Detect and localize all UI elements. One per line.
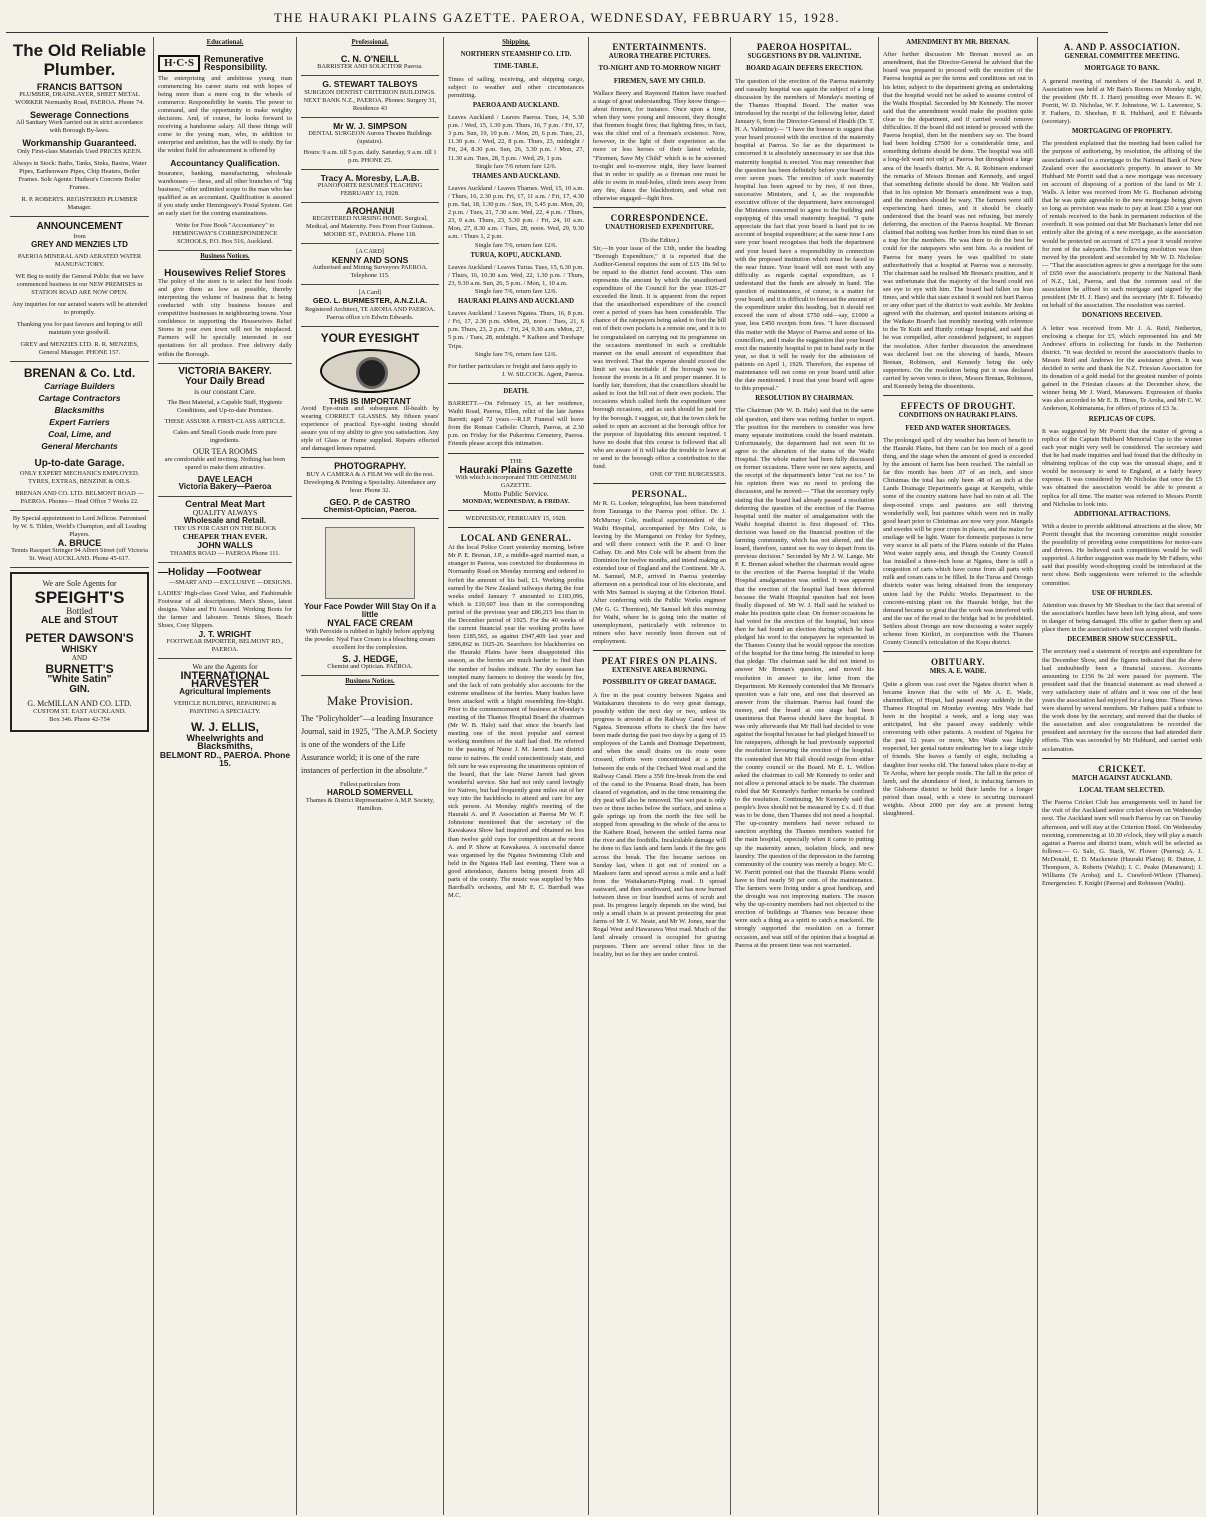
bruce-name: A. BRUCE: [57, 537, 102, 548]
wright-address: FOOTWEAR IMPORTER, BELMONT RD., PAEROA.: [166, 638, 284, 654]
international-harvester: INTERNATIONAL HARVESTER: [180, 669, 270, 690]
important-heading: THIS IS IMPORTANT: [328, 395, 411, 406]
silcock-agent: J. W. SILCOCK. Agent, Paeroa.: [501, 370, 584, 378]
divider: [593, 483, 726, 484]
obituary-heading: OBITUARY.: [930, 657, 986, 668]
route-heading: HAURAKI PLAINS AND AUCKLAND: [457, 298, 575, 305]
columns: [6, 37, 1202, 1515]
plumber-manager: R. P. ROBERTS. REGISTERED PLUMBER Manager.: [21, 195, 138, 211]
times-note: Times of sailing, receiving, and shipping cargo, subject to weather and other circumstances permitting.: [448, 75, 584, 99]
wright-ad: [158, 563, 292, 660]
divider: [883, 651, 1033, 652]
company-name: NORTHERN STEAMSHIP CO. LTD.: [460, 51, 572, 59]
december-text: The secretary read a statement of receipts and expenditure for the December Show, and the figures indicated that the show had undoubtedly been a financial success. Accounts amounting to £156 9s 2d were passed for payment. The president said that the financial statement as read showed a very satisfactory state of affairs and it was one of the best years the association had enjoyed for a long time. These views were shared by several members. Mr Fathers paid a tribute to the work done by the secretary, and moved that the thanks of the association and also congratulations be recorded the president and secretary for the success that had attended their efforts. This was seconded by Mr Hubbard, and carried with acclamation.: [1042, 648, 1202, 753]
simpson-ad: [301, 118, 439, 170]
hcs-logo: H·C·S: [158, 55, 200, 71]
brenan-name: BRENAN & Co. Ltd.: [23, 365, 136, 380]
card-label: [A Card]: [358, 289, 382, 297]
fare-text: Single fare 7/6, return fare 12/6.: [474, 350, 558, 358]
nyal-ad: [301, 519, 439, 676]
business-heading: Business Notices.: [345, 677, 395, 685]
column-3: [297, 37, 444, 1515]
divider: [448, 383, 584, 384]
amendment-text: After further discussion Mr Brenan moved as an amendment, that the Director-General be advised that the board was prepared to proceed with the erection of the Paeroa hospital as per the terms and conditions set out in his letter, subject to the department giving an undertaking that the hospital would not be asked to assume control of the Waihi Hospital. Seconded by Mr Kennedy. The mover said that the amendment would make the position quite clear to the department, and if carried would remove difficulties. If the board did not intend to proceed with the Paeroa hospital, then let the members say so. The board had been holding £7500 for a considerable time, and something definite should be done. The hospital was still a long-felt want not only at Paeroa but throughout a large area of the board's district. Mr A. R. Robinson endorsed the remarks of Messrs Brenan and Kennedy, and urged that something definite should be done. Mr Walton said that in his opinion Mr Brenan's amendment was a trap, and the members should be wary. The farmers were still experiencing hard times, and it should be clearly understood that the board was not refusing, but merely deferring, the erection of the Paeroa hospital. Mr Brenan claimed that nothing was further from his mind than to set a trap for the members. He was there to do the best he could for the ratepayers who sent him. As a resident of Paeroa for many years he was qualified to state authoritatively that a hospital at Paeroa was a necessity. The chairman said he realised Mr Brenan's position, and it was unfortunate that the majority of the board could not see eye to eye with him. The board had fallen on lean times, and while that state existed it would not hurt Paeroa or any other part of the district to wait awhile. Mr Jenkins agreed with the chairman, and quoted instances arising at the Waikato Board's last monthly meeting with reference to the Te Kuiti and Huntly cottage hospital, and said that he was compelled, after considered judgment, to support the resolution. After further discussion the amendment was declared lost on the showing of hands, Messrs Brenan, Robinson, and Kennedy being the only supporters. On the resolution being put it was declared carried by seven votes to three, Messrs Brenan, Robinson, and Kennedy being the dissentients.: [883, 51, 1033, 391]
board-heading: BOARD AGAIN DEFERS ERECTION.: [746, 65, 863, 73]
woman-illustration: [325, 527, 415, 599]
plumber-name: FRANCIS BATTSON: [36, 82, 123, 92]
kenny-desc: Authorised and Mining Surveyors PAEROA. Telephone 115.: [312, 264, 428, 280]
remunerative-heading: Remunerative Responsibility.: [203, 54, 268, 73]
hospital-heading: PAEROA HOSPITAL.: [756, 42, 853, 52]
amendment-heading: AMENDMENT BY MR. BRENAN.: [906, 39, 1010, 46]
cakes-text: Cakes and Small Goods made from pure ingredients.: [173, 429, 277, 445]
plumber-ad: [10, 37, 149, 217]
column-4: [444, 37, 589, 1515]
wright-name: J. T. WRIGHT: [198, 629, 252, 640]
fare-text: Single fare 7/6, return fare 12/6.: [474, 288, 558, 295]
shipping-heading: Shipping.: [502, 39, 530, 46]
route-times: Leaves Auckland / Leaves Turua. Tues, 15, 6.30 p.m. / Thurs, 16, 10.30 a.m. Wed, 22, 1.30 p.m. / Thurs, 23, 9.30 a.m. Sun, 26, 5 p.m. / Mon, 1, 10 a.m.: [448, 263, 584, 287]
box-phone: Box 346. Phone 42-754: [49, 716, 110, 724]
hedge-desc: Chemist and Optician. PAEROA.: [327, 662, 413, 670]
local-general-heading: LOCAL AND GENERAL.: [460, 532, 572, 543]
simpson-desc: DENTAL SURGEON Aurora Theatre Buildings (upstairs).: [308, 129, 432, 145]
accountancy-heading: Accountancy Qualification.: [170, 157, 280, 168]
best-material: The Best Material, a Capable Staff, Hygienic Conditions, and Up-to-date Premises.: [167, 399, 283, 415]
donations-text: A letter was received from Mr J. A. Reid, Netherton, enclosing a cheque for £5, which represented his and Mr Andrews' efforts in collecting for funds in the Netherton district. "It was decided to record the association's thanks to Messrs Reid and Andrews for the assistance given. It was decided to write and thank the N.Z. Friesian Association for its donation of a gold medal for the greatest number of points gained in the Friesian classes at the December show, the winner being Mr J. Ward, Manawaru. Expression of thanks was also accorded to Mr E. B. Hines, Te Aroha, and Mr C. W. Anderson, Kohimarama, for offers of prizes of £3 3s.: [1042, 324, 1202, 413]
sewerage-desc: All Sanitary Work carried out in strict accordance with Borough By-laws.: [16, 119, 143, 135]
garage-address: BRENAN AND CO. LTD. BELMONT ROAD — PAEROA. Phones— Head Office 7 Works 22.: [15, 489, 144, 505]
publication-days: MONDAY, WEDNESDAY, & FRIDAY.: [462, 497, 570, 505]
quality-always: QUALITY ALWAYS: [192, 507, 258, 517]
route-heading: TURUA, KOPU, AUCKLAND.: [470, 251, 562, 259]
nyal-desc: With Peroxide is rubbed in lightly before applying the powder. Nyal Face Cream is a bleaching cream excellent for the complexion.: [304, 627, 436, 651]
architect-desc: Registered Architect, TE AROHA AND PAEROA. Paeroa office c/o Edwin Edwards.: [304, 305, 436, 321]
victoria-ad: [158, 364, 292, 497]
victoria-heading: VICTORIA BAKERY.: [178, 365, 272, 377]
bruce-desc: Tennis Racquet Stringer 94 Albert Street (off Victoria St. West) AUCKLAND. Phone 45-617.: [11, 547, 148, 563]
white-satin-label: "White Satin": [47, 673, 112, 685]
divider: [593, 207, 726, 208]
meat-mart-ad: [158, 497, 292, 563]
from-label: from: [73, 232, 86, 240]
victoria-bakery-name: Victoria Bakery—Paeroa: [178, 482, 272, 492]
column-6: [731, 37, 879, 1515]
grey-menzies-ad: [10, 217, 149, 362]
talboys-desc: SURGEON DENTIST CRITERION BUILDINGS. NEXT BANK N.Z., PAEROA. Phones: Surgery 31, Residence 43: [303, 88, 437, 112]
further-particulars: For further particulars re freight and fares apply to: [448, 362, 577, 370]
resolution-text: The Chairman (Mr W. B. Hale) said that in the same old question, and there was nothing further to report. The position for the members to consider was how many separate institutions could the board maintain. Unfortunately, the department had not seen fit to agree to the alteration of the status of the Waihi Hospital. The whole matter had been fully discussed on former occasions. There were no new aspects, and the receipt of the department's letter "cut no ice." In his opinion there was no need to prolong the discussion, and he moved:— "That the secretary reply stating that the board had already passed a resolution deferring the question of the erection of the Paeroa hospital until the matter of amalgamation with the Waihi hospital district is first disposed of. This decision was based on the financial position of the farming community, which has not altered, and the board, therefore, cannot see its way to depart from its previous decision." Seconded by Mr J. W. Lange. Mr P. E. Brenan asked whether the chairman would agree to the erection of the Paeroa hospital if the Waihi Hospital amalgamation was settled. It was apparent that the erection of the hospital had been deferred because the Waihi Hospital question had not been finally disposed of. Mr W. J. Hall said he wished to make his position quite clear. On former occasions he had voted for the erection of the hospital, but since then he had found an election during which he had pledged his word to the ratepayers he represented in the Thames County that he would oppose the erection of the hospital for the time being. He intended to keep that pledge. The chairman said he did not intend to answer Mr Brenan's question, and moved his resolution in answer to the letter from the Department. Mr Kennedy contended that Mr Brenan's question was a fair one, and one that deserved an answer from the chairman. Paeroa had found the money, and the board at one stage had been unanimous that Paeroa should have the hospital. It was only afterwards that Mr Hall had decided to vote against the hospital because he had pledged himself to his ratepayers, although he had previously supported the resolution favouring the erection of the hospital. He contended that Mr Hall should resign from either the county council or the Board. Mr E. L. Wellon asked the chairman to call Mr Kennedy to order and not allow a personal attack to be made. The chairman ruled that Mr Kennedy's further remarks be confined to the resolution. Continuing, Mr Kennedy said that people's lives should not be measured by £ s. d. If that was to be done, then Thames did not need a hospital. The up-country members had never refused to sanction anything the Thames members wanted for the main hospital, especially when it came to putting up the maternity annex, isolation block, and new laundry. The question of the depression in the farming community of the country was merely a bogey. Mr C. W. Parritt pointed out that the Hauraki Plains would have to find nearly 50 per cent. of the maintenance. The farmers were living under a great handicap, and the drought was not improving matters. The reason why the up-country members had not objected to the erection of buildings at Thames was because these were such a thing as a spirit to catch a mackerel. He strongly supported the resolution on a former occasion, and was still of the opinion that a hospital at Paeroa at the present time was not warranted.: [735, 407, 874, 949]
eyesight-heading: YOUR EYESIGHT: [320, 330, 420, 345]
correspondence-sign: ONE OF THE BURGESSES.: [649, 471, 726, 479]
workmanship-heading: Workmanship Guaranteed.: [22, 138, 137, 149]
wheelwrights: Wheelwrights and Blacksmiths,: [186, 733, 264, 752]
eyesight-ad: [301, 327, 439, 459]
kenny-ad: [301, 244, 439, 285]
personal-text: Mr R. G. Looker, telegraphist, has been transferred from Tauranga to the Paeroa post office. Dr. J. McMurray Cole, medical superintendent of the Waihi Hospital, accompanied by Mrs Cole, is leaving by the Mamganui on Friday for Sydney, and will there connect with the P. and O liner Cathay. Dr. and Mrs Cole will be absent from the Dominion for twelve months, and intend making an extended tour of England and the Continent. Mr A. M. Samuel, M.P., arrived in Paeroa yesterday afternoon on a periodical tour of his electorate, and with Mrs Samuel is staying at the Criterion Hotel. After conferring with the Public Works engineer (Mr G. G. Thornton), Mr Samuel left this morning for Waihi, where he is going into the matter of unemployment, particularly with reference to miners who have recently been thrown out of employment.: [593, 500, 726, 645]
hemingway-address: HEMINGWAY'S CORRESPONDENCE SCHOOLS, P.O. Box 516, Auckland.: [172, 230, 278, 246]
photography-ad: [301, 458, 439, 519]
hurdles-text: Attention was drawn by Mr Sheehan to the fact that several of the association's hurdles have been left lying about, and were in danger of being damaged. His offer to gather them up and place them in the association's shed was accepted with thanks.: [1042, 601, 1202, 634]
housewives-text: The policy of the store is to select the best foods and give them as low as possible, thereby interpreting the volume of business that is being conducted with city business houses and competitive businesses in neighbouring towns. Your confidence in supporting the Housewives Relief Stores in your own town will not be misplaced. Farmers will be specially interested in our quotations for all produce. Free delivery daily within the Borough.: [158, 277, 292, 358]
thanks-text: Thanking you for past favours and hoping to still maintain your goodwill.: [16, 320, 143, 336]
replicas-text: It was suggested by Mr Porritt that the matter of giving a replica of the Captain Hubbard Memorial Cup to the winner each year might very well be considered. The secretary said that he had made inquiries and had found that the difficulty in obtaining replicas of the cup was the unusual shape, and it would be necessary to send to England, at a fairly heavy expense. It was considered by Mr Nicholas that once the £5 was obtained the association would be able to present a replica for all time. The matter was referred to Messrs Porritt and Nicholas to look into.: [1042, 427, 1202, 508]
housewives-ad: [158, 266, 292, 364]
column-5: [589, 37, 731, 1515]
educational-heading: Educational.: [206, 39, 244, 46]
unauthorised-heading: UNAUTHORISED EXPENDITURE.: [605, 224, 714, 232]
incorporated-text: With which is incorporated THE OHINEMURI GAZETTE.: [455, 473, 577, 489]
oneill-name: C. N. O'NEILL: [340, 54, 400, 65]
route-heading: THAMES AND AUCKLAND.: [472, 172, 560, 180]
arohanui-name: AROHANUI: [345, 206, 395, 217]
hurdles-heading: USE OF HURDLES.: [1091, 589, 1153, 597]
walls-address: THAMES ROAD — PAEROA Phone 111.: [169, 549, 281, 557]
brenan-line: Cartage Contractors: [38, 392, 121, 403]
tea-desc: are comfortable and inviting. Nothing has been spared to make them attractive.: [164, 456, 286, 472]
powder-heading: Your Face Powder Will Stay On if a little: [304, 602, 436, 620]
additional-text: With a desire to provide additional attractions at the show, Mr Porritt thought that the incoming committee might consider the possibility of providing some competitions for motor-cars and drivers. He believed such competitions would be well supported. A further suggestion was made by Mr Fathers, who said that possibly wood-chopping could be introduced at the next show. Both suggestions were referred to the schedule committee.: [1042, 522, 1202, 587]
ap-text: A general meeting of members of the Hauraki A. and P. Association was held at Mr Bain's Rooms on Monday night, the president (Mr H. J. Hare) presiding over Messrs E. W. Porritt, W. D. Nicholas, W. F. Johnstone, W. L. Lawrence, S. F. Fathers, D. Sheehan, P. R. Hubbard, and E Edwards (secretary).: [1042, 77, 1202, 126]
garage-desc: ONLY EXPERT MECHANICS EMPLOYED. TYRES, EXTRAS, BENZINE & OILS.: [19, 469, 140, 485]
feed-heading: FEED AND WATER SHORTAGES.: [905, 424, 1011, 432]
wholesale-retail: Wholesale and Retail.: [183, 516, 267, 526]
agents-for: We are the Agents for: [192, 662, 258, 672]
issue-date: WEDNESDAY, FEBRUARY 15, 1928.: [465, 514, 567, 522]
architect-ad: [301, 285, 439, 326]
make-provision: Make Provision.: [327, 693, 413, 709]
brenan-ad: [10, 362, 149, 511]
stock-list: Always in Stock: Baths, Tanks, Sinks, Basins, Water Pipes, Earthenware Pipes, Chip Heaters, Boiler Frames. Sole Agents: Hudson's Concrete Boiler Frames.: [12, 159, 147, 191]
agricultural-implements: Agricultural Implements: [179, 686, 271, 696]
ap-heading: A. AND P. ASSOCIATION.: [1063, 42, 1181, 52]
mcmillan-ad: [10, 572, 149, 732]
team-heading: LOCAL TEAM SELECTED.: [1079, 787, 1165, 795]
ellis-address: BELMONT RD., PAEROA. Phone 15.: [159, 749, 291, 768]
constant-care: is our constant Care.: [194, 386, 256, 396]
eyesight-text: Avoid Eye-strain and subsequent ill-health by wearing CORRECT GLASSES. My fifteen years' experience of practical Eye-sight testing should assure you of my ability to give you satisfaction. Any style of Glass or Frame supplied. Repairs effected and damaged lenses repaired.: [301, 404, 439, 453]
somervell-name: HAROLD SOMERVELL: [326, 788, 414, 798]
first-class: THESE ASSURE A FIRST-CLASS ARTICLE.: [164, 418, 286, 426]
motto-text: Motto Public Service.: [483, 488, 549, 498]
moresby-ad: [301, 170, 439, 203]
brenan-line: Carriage Builders: [44, 380, 115, 391]
somervell-desc: Thames & District Representative A.M.P. Society, Hamilton.: [305, 797, 435, 813]
amp-ad: [301, 690, 439, 817]
plumber-title: The Old Reliable Plumber.: [12, 41, 147, 79]
hcs-row: [158, 55, 292, 71]
smart-designs: —SMART AND —EXCLUSIVE —DESIGNS.: [168, 578, 292, 586]
nyal-name: NYAL FACE CREAM: [327, 618, 413, 629]
peat-fires-text: A fire in the peat country between Ngatea and Waitakaruru threatens to do very great damage, possibly within the next day or two, unless its progress is arrested at the Railway Canal west of Ngatea. Strenuous efforts to check the fire have been made during the past two days by a gang of 15 employees of the Lands and Drainage Department, and when the small drains on its route were crossed, efforts were concentrated at a point between the ends of the Orchard West road and the Railway Canal. Here a 35ft fire-break from the end of the canal to the Pouarua Road drain, has been cleared of vegetation, and in the time remaining the dry peat will also be removed. The wet peat is only two or three inches below the surface, and unless a gale springs up from the north the fire will be stopped from spreading to the whole of the area to the Kaihere Road, between the settled farms near the river and the foothills. Incalculable damage will be done to flax lands and farm lands if the fire gets across the break. The fire became serious on Sunday last, when it got out of control on a Maukoro farm and spread across a mile and a half from the Waitakaruru-Piping road. It spread eastward, and then southward, and has now burned between three or four hundred acres of scrub and peat. Its progress largely depends on the wind, but only a small chain is at present protecting the peat farms of Mr J. W. Neate, and Mr W. Jones, near the Rogal West and Hawarawa West road. Much of the land already crossed is occupied for grazing purposes. There are several other fires in the locality, but so far they are under control.: [593, 691, 726, 958]
grey-menzies-signoff: GREY and MENZIES LTD. R. R. MENZIES, General Manager. PHONE 157.: [20, 340, 139, 356]
simpson-name: Mr W. J. SIMPSON: [333, 120, 407, 131]
divider: [448, 527, 584, 528]
gin-label: GIN.: [69, 684, 90, 696]
grey-menzies-name: GREY AND MENZIES LTD: [31, 239, 128, 249]
bottled-label: Bottled: [66, 606, 93, 617]
moresby-desc: PIANOFORTE RESUMES TEACHING FEBRUARY 13, 1928.: [317, 182, 423, 198]
donations-heading: DONATIONS RECEIVED.: [1082, 312, 1162, 320]
fare-text: Single fare 7/6, return fare 12/6.: [474, 241, 558, 249]
meat-mart-heading: Central Meat Mart: [185, 498, 265, 510]
arohanui-ad: [301, 203, 439, 244]
castro-desc: Chemist-Optician, Paeroa.: [323, 504, 417, 514]
mortgaging-text: The president explained that the meeting had been called for the purpose of authorising, by resolution, the affixing of the association's seal to a mortgage to the National Bank of New Zealand over the association's property. In answer to Mr Hubbard Mr Porritt said that a new mortgage was necessary on account of disposing of a portion of the land to Mr J. Walls. A letter was received from Mr G. Buchanan advising that he was quite agreeable to the new mortgage being given so long as provision was made to pay at least £50 a year out of rentals received to the bank in permanent reduction of the overdraft. It was pointed out that Mr Buchanan's letter did not entirely alter the giving of a new mortgage, as the association would be protected on account of £75 a year it would receive for rent of the saleyards. The following resolution was then moved by the president and seconded by Mr W. D. Nicholas:— "That the association agrees to give a mortgage for the sum of £650 over the association's property to the National Bank of N.Z., Ltd., Paeroa, and that the common seal of the association be affixed to such mortgage and signed by the president (Mr H. J. Hare) and the secretary (Mr E. Edwards) on behalf of the association. The resolution was carried.: [1042, 140, 1202, 310]
ale-label: ALE and STOUT: [40, 615, 119, 627]
local-general-text: At the local Police Court yesterday morning, before Mr P. E. Brenan, J.P., a middle-aged married man, a stranger to Paeroa, was convicted for drunkenness in Normanby Road on Monday morning and ordered to forfeit the amount of his bail, £1. Working profits earned by the New Zealand railways during the four weeks ended January 7 amounted to £183,096, which is £10,607 less than in the corresponding period of the previous year and £86,215 less than in the December period of 1925. For the 40 weeks of the current financial year the working profits have been £185,565, as against £947,409 last year and £896,862 in 1925-26. Searchers for blackberries on the Hauraki Plains have been disappointed this season, as the berries are much harder to find than the number of bushes indicate. The dry season has tempted many farmers to destroy the weeds by fire, and the lack of rain probably also accounts for the extreme smallness of the berries. Many bushes have been attacked with a blight resembling fire-blight. Prior to the commencement of business at Monday's meeting of the Thames Hospital Board the chairman (Mr W. B. Hale) said that since the board's last meeting one of the most popular and earnest working members of the staff had died. He referred to the passing of Nurse J. M. Jarrett. Last district nurse to natives. He could conscientiously state, and felt sure he was expressing the unanimous opinion of the board, that the late Nurse Jarrett had given wonderful service. She had not only cared lovingly for Natives, but had frequently gone miles out of her way into the backblocks to attend and care for any sick person. At Monday night's meeting of the Hauraki A. and P. Association at Paeroa Mr W. F. Johnstone mentioned that the secretary of the Kawakawa Show had inquired and obtained no less than twelve gold cups for competition at the recent A. and P. Show at Kawakawa. A successful dance was organised by the Ngatea Swimming Club and held in the Ngatea Hall last evening. There was a good attendance, dancers being present from all parts of the county. The music was supplied by Mrs Barriball's orchestra, and Mr E. C. Barriball was M.C.: [448, 544, 584, 900]
simpson-hours: Hours: 9 a.m. till 5 p.m. daily. Saturday, 9 a.m. till 1 p.m. PHONE 25.: [303, 148, 437, 164]
correspondence-text: Sir,—In your issue of the 13th, under the heading "Borough Expenditure," it is reported that the Auditor-General requires the sum of £15 18s 9d to be repaid to the district fund account. This sum represents the amount by which the unauthorised expenditure of the Council for the year 1926-27 exceeded the limit. It is apparent from the report that the unauthorised expenditure of the council over a period of years has been considerable. The chance of the ratepayers being asked to foot the bill out of their own pockets is a remote one, and it is to be congratulated on carrying out its programme on the occasions mentioned in such a creditable manner on the small amount of expenditure that was involved. That the expense should exceed the limit set was inevitable if the borough was to honour the events in a fit and proper manner. It is hardly fair, therefore, that the councillors should be asked to foot the bill out of their own pockets. The occasions which called forth the expenditure were borough occasions, and as such should be paid for by the borough. I suggest, sir, that the town clerk be asked to open an account at the borough office for the purpose of liquidating this amount required. I have no doubt that this course is followed that all who are aware of it will take the trouble to leave at or send to the borough office a contribution to the fund.: [593, 244, 726, 471]
additional-heading: ADDITIONAL ATTRACTIONS.: [1073, 510, 1171, 518]
cheaper-than-ever: CHEAPER THAN EVER.: [182, 532, 268, 542]
firemen-heading: FIREMEN, SAVE MY CHILD.: [613, 77, 706, 85]
moresby-name: Tracy A. Moresby, L.A.B.: [320, 172, 420, 183]
brenan-line: Coal, Lime, and: [48, 428, 111, 439]
divider: [448, 510, 584, 511]
try-us: TRY US FOR CASH ON THE BLOCK: [173, 525, 277, 533]
announcement-heading: ANNOUNCEMENT: [36, 220, 123, 232]
customs-address: CUSTOM ST. EAST AUCKLAND.: [33, 708, 126, 716]
route-times: Leaves Auckland / Leaves Ngatea. Thurs, 16, 8 p.m. / Fri, 17, 2.30 p.m. xMon, 20, noon / Tues, 21, 6 p.m. Thurs, 23, 2 p.m. / Fri, 24, 9.30 a.m. xMon, 27, 5 p.m. / Tues, 28, midnight. * Kaihere and Torehape Trips.: [448, 310, 584, 350]
garage-heading: Up-to-date Garage.: [34, 457, 125, 469]
column-8: [1038, 37, 1206, 1515]
resolution-heading: RESOLUTION BY CHAIRMAN.: [755, 395, 854, 403]
holiday-footwear: —Holiday —Footwear: [158, 566, 262, 578]
general-committee-heading: GENERAL COMMITTEE MEETING.: [1064, 53, 1180, 61]
masthead: THE HAURAKI PLAINS GAZETTE. PAEROA, WEDNESDAY, FEBRUARY 15, 1928.: [6, 6, 1108, 33]
drought-text: The prolonged spell of dry weather has been of benefit to the Hauraki Plains, but there can be too much of a good thing, and the stage when the amount of good is exceeded by the amount of harm has been reached. The rainfall so far this month has been .07 of an inch, and since Christmas the total has only been .48 of an inch at the Lands Drainage Department's gauge at Kerepehi, while some of the country stations have had no rain at all. The deep-rooted crops and pastures are still thriving wonderfully well, but pastures which were not in really good heart prior to Christmas are now very poor. Mangels and swedes will be poor crops in places, and the maize for ensilage will be light. Water for domestic purposes is now very scarce in all parts of the Plains outside of the Plains West water supply area, and though the County Council has installed a three-inch hose at Ngatea, there is still a congestion of carts which have come from all parts with milk and cream cans to be filled. In the Turua and Orongo districts water was being obtained from the temporary union laid by the Public Works Department to the concrete-mixing plant on the Hauraki bridge, but the demand became so great that the work was interfered with and the use of the road to the bridge had to be prohibited. Settlers about Orongo are now discussing a water supply scheme from Kirikiri, in conjunction with the Thames County Council's reticulation of the Kopu district.: [883, 436, 1033, 647]
plumber-desc: PLUMBER, DRAINLAYER, SHEET METAL WORKER Normanby Road, PAEROA. Phone 74.: [15, 91, 144, 107]
brenan-line: General Merchants: [41, 440, 118, 451]
brenan-line: Blacksmiths: [54, 404, 105, 415]
replicas-heading: REPLICAS OF CUPS.: [1088, 415, 1156, 423]
factory-name: PAEROA MINERAL AND AERATED WATER MANUFACTORY.: [17, 252, 142, 268]
possibility-heading: POSSIBILITY OF GREAT DAMAGE.: [602, 679, 717, 687]
talboys-ad: [301, 76, 439, 117]
brenan-line: Expert Farriers: [49, 416, 110, 427]
oneill-ad: [301, 51, 439, 76]
gazette-banner: [448, 458, 584, 506]
route-times: Leaves Auckland / Leaves Paeroa. Tues, 14, 5.30 p.m. / Wed, 15, 1.30 p.m. Thurs, 16, 7 p.m. / Fri, 17, 3 p.m. Sun, 19, 10 p.m. / Mon, 20, 6 p.m. Tues, 21, 11.30 p.m. / Wed, 22, 8 p.m. Thurs, 23, midnight / Fri, 24, 8.30 p.m. Sun, 26, 3.30 p.m. / Mon, 27, 11.30 a.m. Tues, 28, 5 p.m. / Wed, 29, 1 p.m.: [448, 114, 584, 162]
housewives-heading: Housewives Relief Stores: [164, 267, 286, 279]
whisky-label: WHISKY: [61, 644, 98, 655]
dawson-name: PETER DAWSON'S: [25, 631, 134, 646]
conditions-heading: CONDITIONS ON HAURAKI PLAINS.: [898, 412, 1018, 420]
professional-heading: Professional.: [351, 39, 389, 46]
photography-heading: PHOTOGRAPHY.: [334, 461, 406, 472]
december-heading: DECEMBER SHOW SUCCESSFUL.: [1067, 636, 1177, 644]
speights-name: SPEIGHT'S: [34, 588, 125, 608]
mortgaging-heading: MORTGAGING OF PROPERTY.: [1071, 128, 1173, 136]
hemingway-ad: [158, 51, 292, 251]
correspondence-heading: CORRESPONDENCE.: [610, 213, 709, 224]
particulars-label: Fullest particulars from: [340, 781, 400, 789]
and-label: AND: [71, 653, 88, 662]
aurora-heading: AURORA THEATRE PICTURES.: [608, 53, 711, 61]
card-label: [A CARD]: [356, 248, 384, 256]
entertainments-text: Wallace Beery and Raymond Hatton have reached a stage of great understanding. They know things—about firemen, for instance. Once upon a time, when they were young and innocent, they thought that firemen fought fires; that fighting fires, in fact, was the chief end of a fireman's existence. Now, however, in the light of their experience as the more or less heroes of their latest vehicle, "Firemen, Save My Child" which is to be screened to-night and to-morrow night, they have learned that in order to qualify as a fireman one must be able to swim in mud-holes, climb trees away from any fire, dance the blackbottom, and what not otherwise engaged—fight fires.: [593, 89, 726, 203]
sewerage-heading: Sewerage Connections: [29, 110, 130, 121]
tea-rooms: OUR TEA ROOMS: [192, 447, 258, 457]
suggestions-heading: SUGGESTIONS BY DR. VALINTINE.: [747, 53, 862, 61]
notice-text: WE Beg to notify the General Public that we have commenced business in our NEW PREMISES in STATION ROAD ARE NOW OPEN.: [15, 272, 144, 296]
entertainments-heading: ENTERTAINMENTS.: [612, 42, 707, 52]
inquiries-text: Any inquiries for our aerated waters will be attended to promptly.: [12, 300, 147, 316]
free-book-text: Write for Free Book "Accountancy" to: [175, 222, 275, 230]
column-2: [154, 37, 297, 1515]
extensive-heading: EXTENSIVE AREA BURNING.: [612, 667, 707, 675]
mortgage-heading: MORTGAGE TO BANK.: [1084, 65, 1160, 73]
cricket-text: The Paeroa Cricket Club has arrangements well in hand for the visit of the Auckland senior cricket eleven on Wednesday next. The Auckland team will reach Paeroa by car on Tuesday afternoon, and will stay at the Criterion Hotel. On Wednesday morning, commencing at 10.30 o'clock, they will play a match against a Paeroa and district team, which will be selected as follows:— G. Sale, G. Stack, W. Flower (Paeroa); A. J. McDonald, E. D. Mackenzie (Hauraki Plains); R. Dutton, J. Thompson, A. Roberts (Waihi); I. C. Peake (Manawaru); J. Williams (Te Aroha); and L. Crawford-Wilson (Thames). Emergencies: F. Knight (Paeroa) and Robinson (Waihi).: [1042, 799, 1202, 888]
dave-leach: DAVE LEACH: [197, 474, 253, 485]
route-times: Leaves Auckland / Leaves Thames. Wed, 15, 10 a.m. / Thurs, 16, 2.30 p.m. Fri, 17, 11 a.m. / Fri, 17, 4.30 p.m. Sat, 18, 1.30 p.m. / Sun, 19, 5.45 p.m. Mon, 20, 2 p.m. / Tues, 21, 7.30 a.m. Wed, 22, 4 p.m. / Thurs, 23, 9 a.m. Thurs, 23, 5.30 p.m. / Fri, 24, 10 a.m. Mon, 27, 8.30 a.m. / Tues, 28, noon. Wed, 29, 9.30 a.m. / Thurs 1, 2 p.m.: [448, 184, 584, 241]
workmanship-desc: Only First-class Materials Used PRICES KEEN.: [17, 147, 142, 155]
amp-text: The "Policyholder"—a leading Insurance Journal, said in 1925, "The A.M.P. Society is one of the wonders of the Life Assurance world; it is one of the rare instances of perfection in the absolute.": [301, 714, 438, 776]
fare-text: Single fare 7/6 return fare 12/6.: [475, 162, 557, 170]
death-heading: DEATH.: [503, 387, 529, 395]
architect-name: GEO. L. BURMESTER, A.N.Z.I.A.: [312, 296, 428, 306]
bruce-intro: By Special appointment to Lord Jellicoe. Patronised by W. S. Tilden, World's Champion, and all Leading Players.: [12, 514, 147, 538]
peat-fires-heading: PEAT FIRES ON PLAINS.: [601, 656, 718, 667]
ellis-ad: [158, 659, 292, 771]
mrs-wade-heading: MRS. A. E. WADE.: [929, 668, 987, 676]
bruce-ad: [10, 511, 149, 568]
timetable-label: TIME-TABLE.: [493, 63, 539, 71]
obituary-text: Quite a gloom was cast over the Ngatea district when it became known that the wife of Mr A. E. Wade, sharemilker, of Hopai, had passed away suddenly in the Thames Hospital on Monday evening. Mrs Wade had been in the hospital a week, and a long stay was anticipated, but she passed away suddenly while conversing with other patients. A resident of Ngatea for the past 12 years or more, Mrs Wade was highly respected, her genial nature endearing her to a large circle of friends. She leaves a family of eight, including a daughter four weeks old. The funeral takes place to-day at Te Aroha, where her people reside. The fall in the price of lamb, and the abundance of feed, is inducing farmers in the Gisborne district to hold their lambs for a longer period than usual, with a view to securing increased weights. About 2000 per day are at present being slaughtered.: [883, 680, 1033, 818]
photography-desc: BUY A CAMERA & A FILM We will do the rest. Developing & Printing a Speciality. Attendance any hour. Phone 32.: [303, 470, 437, 494]
ellis-name: W. J. ELLIS,: [190, 720, 259, 735]
divider: [1042, 758, 1202, 759]
divider: [448, 453, 584, 454]
cricket-heading: CRICKET.: [1098, 763, 1146, 774]
hospital-text: The question of the erection of the Paeroa maternity and casualty hospital was again the subject of a long discussion by the members of Monday's meeting of the Thames Hospital Board. The matter was introduced by the receipt of the following letter, dated January 6, from the Director-General of Health (Dr. T. H. A. Valintine):— "I have the honour to suggest that your board proceed with the erection of the maternity hospital at Paeroa. So far as the department is concerned it is absolutely unnecessary to see that this maternity hospital is erected. You may remember that the question has been definitely before your board for over seven years. The erection of such maternity hospital has been agreed to by two, if not three, successive Ministers, and I, as the responsible executive officer of the department, have encouraged the Ministers concerned to agree to the building and equipping of this small maternity hospital. "I quite appreciate the fact that your board is hard put to on account of hospital expenditure; at the same time I am sure your board recognises that both the department and your board have a responsibility in connection with the proposed institution which must be faced in the near future. Your board will not meet with any difficulty as regards capital expenditure, as I understand that the funds are already in hand. The question of maintenance, of course, is a matter for your board, and it is difficult to forecast the amount of the expenditure under this heading, but it should not exceed the sum of about £750 odd—say, £1000 a year, less £450 receipts from fees. "I have discussed this matter with the Mayor of Paeroa and some of his councillors, and I make the suggestion that your board erect the maternity hospital to put in hand early in the year, so that it will be ready for the admission of patients on April 1, 1929. Therefore, the expense of maintenance will not come on your board until after the date mentioned. I trust that your board will agree to this proposal.": [735, 77, 874, 393]
vehicle-building: VEHICLE BUILDING, REPAIRING & PAINTING A SPECIALTY.: [173, 700, 277, 716]
the-label: THE: [509, 457, 523, 465]
business-heading: Business Notices.: [200, 253, 250, 261]
tonight-heading: TO-NIGHT AND TO-MORROW NIGHT: [598, 65, 721, 73]
divider: [593, 650, 726, 651]
to-editor: (To the Editor.): [639, 236, 680, 244]
daily-bread: Your Daily Bread: [185, 375, 265, 387]
oneill-desc: BARRISTER AND SOLICITOR Paeroa.: [317, 63, 423, 71]
burnett-name: BURNETT'S: [45, 661, 114, 676]
castro-name: GEO. P. de CASTRO: [329, 496, 411, 507]
mcmillan-name: G. McMILLAN AND CO. LTD.: [27, 699, 132, 709]
divider: [883, 395, 1033, 396]
accountancy-text: Insurance, banking, manufacturing, wholesale warehouses — these, and all other branches of "big business," offer unlimited scope to the man who has qualified as an accountant. Qualification is assured if you study under Hemingway's Postal System. Get an early start for the coming examinations.: [158, 169, 292, 218]
talboys-name: G. STEWART TALBOYS: [322, 79, 418, 90]
route-heading: PAEROA AND AUCKLAND.: [472, 101, 560, 109]
hedge-name: S. J. HEDGE,: [342, 653, 398, 664]
eye-icon: [320, 349, 420, 393]
column-7: [879, 37, 1038, 1515]
john-walls: JOHN WALLS: [197, 540, 253, 551]
agents-label: We are Sole Agents for: [42, 579, 117, 589]
column-1: [6, 37, 154, 1515]
personal-heading: PERSONAL.: [631, 489, 688, 500]
death-text: BARRETT.—On February 15, at her residence, Waihi Road, Paeroa, Ellen, relict of the late James Barrett; aged 72 years.—R.I.P. Funeral will leave from the Roman Catholic Church, Paeroa, at 2.30 p.m. on Friday for the Pukerimu Cemetery, Paeroa. Friends please accept this intimation.: [448, 399, 584, 448]
drought-heading: EFFECTS OF DROUGHT.: [900, 401, 1016, 412]
gazette-name: Hauraki Plains Gazette: [459, 463, 573, 476]
arohanui-desc: REGISTERED NURSING HOME. Surgical, Medical, and Maternity. Fees From Four Guineas. MOORE ST., PAEROA. Phone 118.: [306, 215, 434, 239]
match-heading: MATCH AGAINST AUCKLAND.: [1071, 774, 1172, 782]
education-text: The enterprising and ambitious young man commencing his career starts out with hopes of being more than a mere cog in the wheels of commerce. Responsibility he wants. The power to command, and the opportunity to make weighty decisions. And, of course, he looks forward to receiving a handsome salary. All these things will come to the young man, who, in addition to enterprise and ambition, has the will to study. By far the widest field for advancement is offered by: [158, 74, 292, 155]
ladies-text: LADIES' High-class Good Value, and Fashionable Footwear of all descriptions. Men's Shoes, latest designs. Value and Fit Assured. Working Boots for the farmer and labourer. Tennis Shoes, Beach Shoes, Cosy Slippers.: [158, 589, 292, 630]
kenny-name: KENNY AND SONS: [331, 255, 409, 266]
